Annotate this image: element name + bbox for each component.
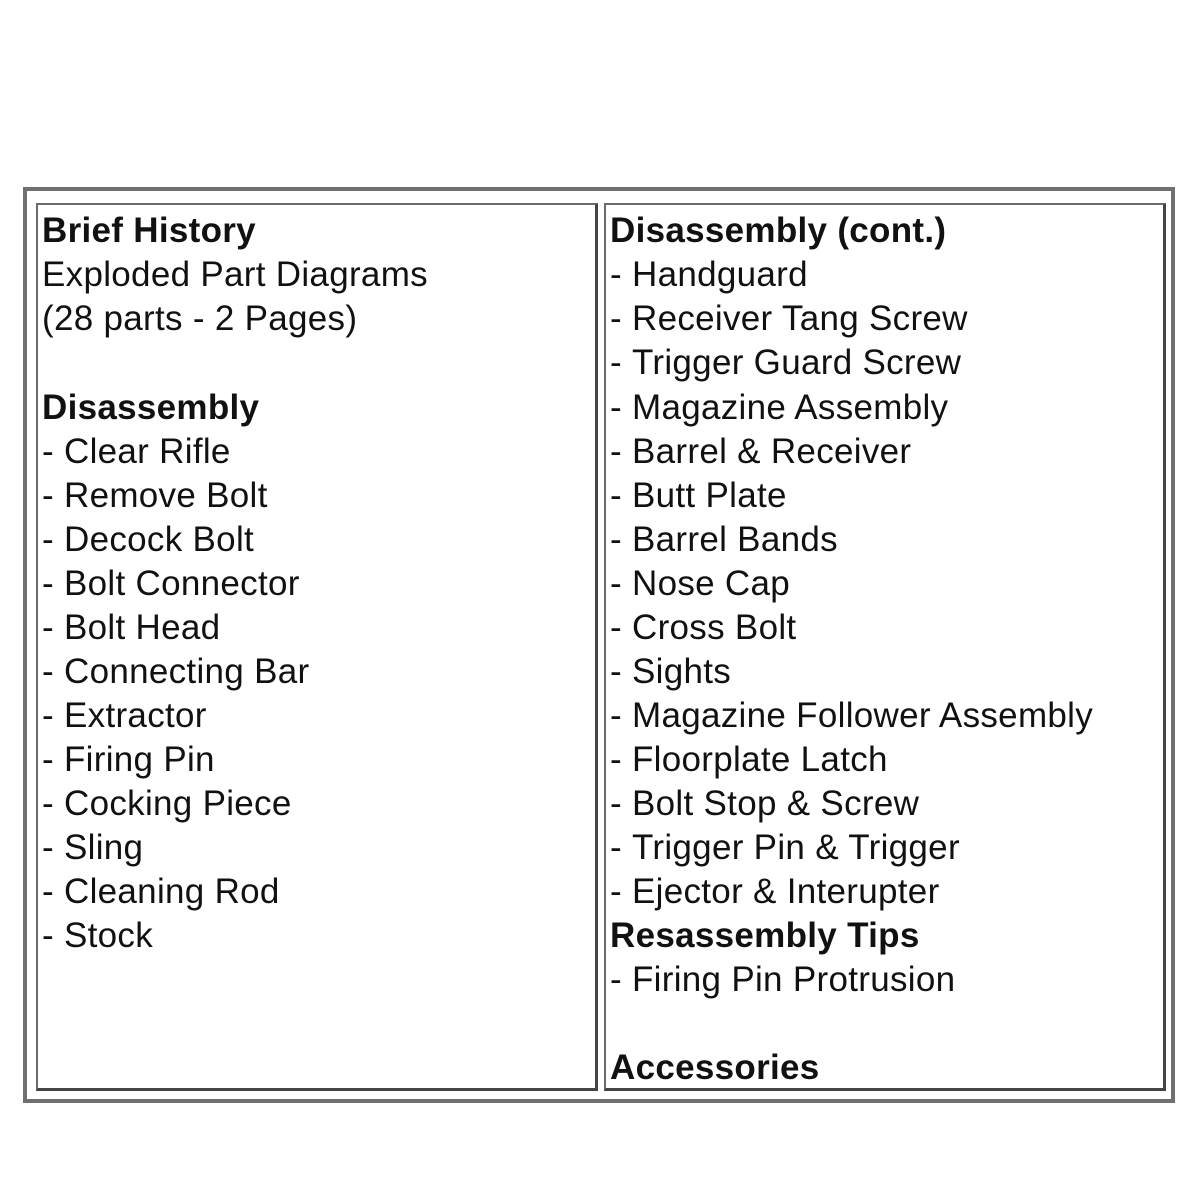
dash-glyph: - bbox=[42, 784, 54, 823]
dash-glyph: - bbox=[42, 652, 54, 691]
list-item bbox=[610, 606, 796, 650]
dash-glyph: - bbox=[610, 608, 622, 647]
left-column bbox=[36, 203, 598, 1091]
dash-glyph: - bbox=[610, 476, 622, 515]
disassembly-cont-heading: Disassembly (cont.) bbox=[610, 211, 947, 250]
list-item-label: Receiver Tang Screw bbox=[632, 299, 968, 338]
list-item-label: Cleaning Rod bbox=[64, 872, 280, 911]
list-item bbox=[610, 297, 968, 341]
list-item-label: Magazine Follower Assembly bbox=[632, 696, 1094, 735]
list-item-label: Stock bbox=[64, 916, 154, 955]
right-column bbox=[604, 203, 1166, 1091]
list-item bbox=[42, 914, 153, 958]
dash-glyph: - bbox=[610, 299, 622, 338]
dash-glyph: - bbox=[610, 520, 622, 559]
list-item bbox=[610, 694, 1093, 738]
dash-glyph: - bbox=[610, 432, 622, 471]
list-item-label: Bolt Connector bbox=[64, 564, 300, 603]
list-item-label: Firing Pin bbox=[64, 740, 215, 779]
list-item bbox=[42, 782, 292, 826]
dash-glyph: - bbox=[42, 476, 54, 515]
list-item bbox=[610, 738, 888, 782]
dash-glyph: - bbox=[42, 916, 54, 955]
list-item bbox=[42, 694, 207, 738]
resassembly-heading: Resassembly Tips bbox=[610, 916, 920, 955]
list-item-label: Connecting Bar bbox=[64, 652, 310, 691]
dash-glyph: - bbox=[42, 608, 54, 647]
dash-glyph: - bbox=[610, 343, 622, 382]
list-item-label: Extractor bbox=[64, 696, 207, 735]
list-item-label: Bolt Stop & Screw bbox=[632, 784, 920, 823]
list-item bbox=[610, 650, 731, 694]
list-item bbox=[42, 606, 220, 650]
accessories-heading: Accessories bbox=[610, 1048, 820, 1087]
diagrams-line-2: (28 parts - 2 Pages) bbox=[42, 299, 358, 338]
list-item bbox=[610, 341, 961, 385]
list-item-label: Barrel Bands bbox=[632, 520, 838, 559]
dash-glyph: - bbox=[610, 255, 622, 294]
list-item-label: Remove Bolt bbox=[64, 476, 268, 515]
list-item-label: Sling bbox=[64, 828, 144, 867]
list-item-label: Barrel & Receiver bbox=[632, 432, 912, 471]
list-item bbox=[42, 650, 309, 694]
dash-glyph: - bbox=[610, 960, 622, 999]
list-item-label: Trigger Pin & Trigger bbox=[632, 828, 960, 867]
list-item bbox=[42, 474, 268, 518]
list-item-label: Trigger Guard Screw bbox=[632, 343, 962, 382]
list-item bbox=[42, 738, 215, 782]
list-item-label: Cocking Piece bbox=[64, 784, 292, 823]
list-item bbox=[610, 518, 838, 562]
dash-glyph: - bbox=[42, 740, 54, 779]
list-item bbox=[42, 562, 300, 606]
list-item-label: Decock Bolt bbox=[64, 520, 255, 559]
list-item bbox=[42, 430, 231, 474]
list-item-label: Sights bbox=[632, 652, 732, 691]
list-item-label: Butt Plate bbox=[632, 476, 787, 515]
list-item bbox=[42, 870, 280, 914]
dash-glyph: - bbox=[42, 828, 54, 867]
contents-table bbox=[23, 187, 1175, 1103]
list-item-label: Firing Pin Protrusion bbox=[632, 960, 956, 999]
dash-glyph: - bbox=[42, 696, 54, 735]
dash-glyph: - bbox=[42, 432, 54, 471]
list-item bbox=[610, 782, 919, 826]
list-item bbox=[610, 474, 787, 518]
list-item-label: Ejector & Interupter bbox=[632, 872, 940, 911]
disassembly-heading: Disassembly bbox=[42, 388, 260, 427]
list-item bbox=[610, 958, 955, 1002]
dash-glyph: - bbox=[610, 784, 622, 823]
list-item bbox=[610, 386, 948, 430]
dash-glyph: - bbox=[42, 872, 54, 911]
dash-glyph: - bbox=[610, 740, 622, 779]
list-item-label: Magazine Assembly bbox=[632, 388, 949, 427]
list-item bbox=[610, 430, 911, 474]
dash-glyph: - bbox=[610, 696, 622, 735]
list-item-label: Floorplate Latch bbox=[632, 740, 888, 779]
dash-glyph: - bbox=[610, 652, 622, 691]
list-item bbox=[610, 870, 940, 914]
list-item bbox=[610, 253, 808, 297]
list-item-label: Cross Bolt bbox=[632, 608, 797, 647]
list-item bbox=[610, 562, 790, 606]
dash-glyph: - bbox=[610, 564, 622, 603]
dash-glyph: - bbox=[42, 564, 54, 603]
dash-glyph: - bbox=[610, 872, 622, 911]
dash-glyph: - bbox=[42, 520, 54, 559]
list-item-label: Nose Cap bbox=[632, 564, 791, 603]
brief-history-heading: Brief History bbox=[42, 211, 256, 250]
list-item-label: Bolt Head bbox=[64, 608, 221, 647]
list-item bbox=[610, 826, 960, 870]
list-item-label: Handguard bbox=[632, 255, 808, 294]
dash-glyph: - bbox=[610, 388, 622, 427]
list-item-label: Clear Rifle bbox=[64, 432, 231, 471]
list-item bbox=[42, 826, 143, 870]
diagrams-line-1: Exploded Part Diagrams bbox=[42, 255, 428, 294]
dash-glyph: - bbox=[610, 828, 622, 867]
list-item bbox=[42, 518, 254, 562]
